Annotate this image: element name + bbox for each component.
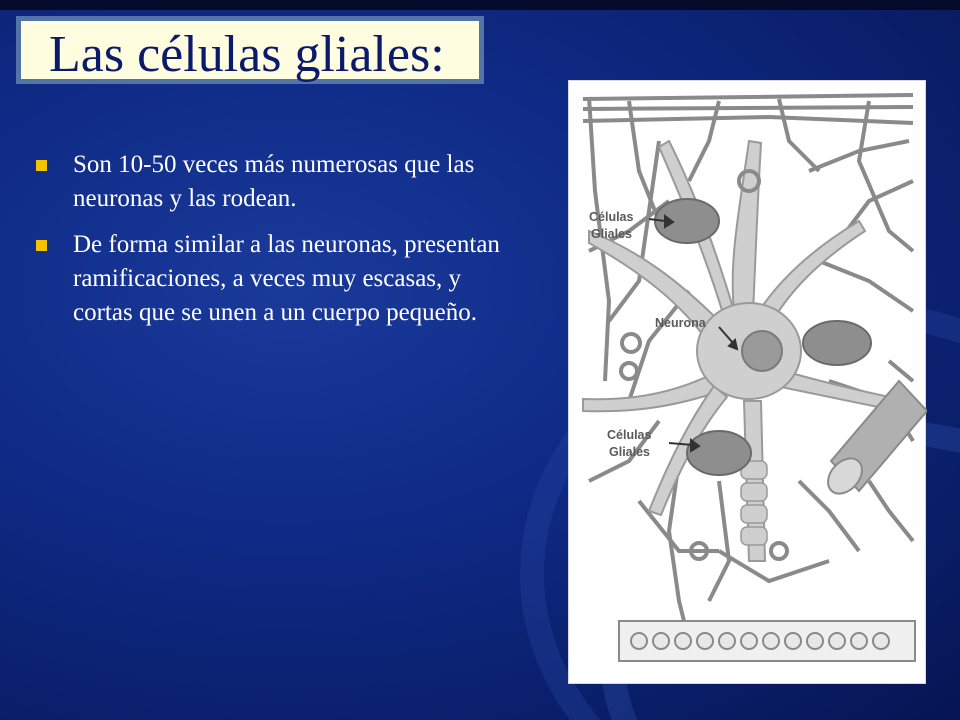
top-bar bbox=[0, 0, 960, 10]
bullet-text: De forma similar a las neuronas, presentan ramificaciones, a veces muy escasas, y cortas que se unen a un cuerpo pequeño. bbox=[73, 231, 500, 326]
slide-title: Las células gliales: bbox=[49, 26, 445, 83]
square-bullet-icon bbox=[36, 160, 47, 171]
title-box bbox=[16, 16, 484, 84]
label-glial-bottom-2: Gliales bbox=[609, 445, 650, 459]
label-glial-top-1: Células bbox=[589, 210, 634, 224]
bullet-list bbox=[36, 148, 506, 342]
bullet-text: Son 10-50 veces más numerosas que las neuronas y las rodean. bbox=[73, 151, 475, 212]
label-glial-top-2: Gliales bbox=[591, 227, 632, 241]
neuron-glia-illustration bbox=[569, 81, 927, 685]
bullet-item bbox=[36, 228, 506, 330]
label-neuron: Neurona bbox=[655, 316, 706, 330]
neuron-nucleus bbox=[742, 331, 782, 371]
bullet-item bbox=[36, 148, 506, 216]
glial-cells-diagram bbox=[568, 80, 926, 684]
label-glial-bottom-1: Células bbox=[607, 428, 652, 442]
ependymal-cells bbox=[619, 621, 915, 661]
square-bullet-icon bbox=[36, 240, 47, 251]
